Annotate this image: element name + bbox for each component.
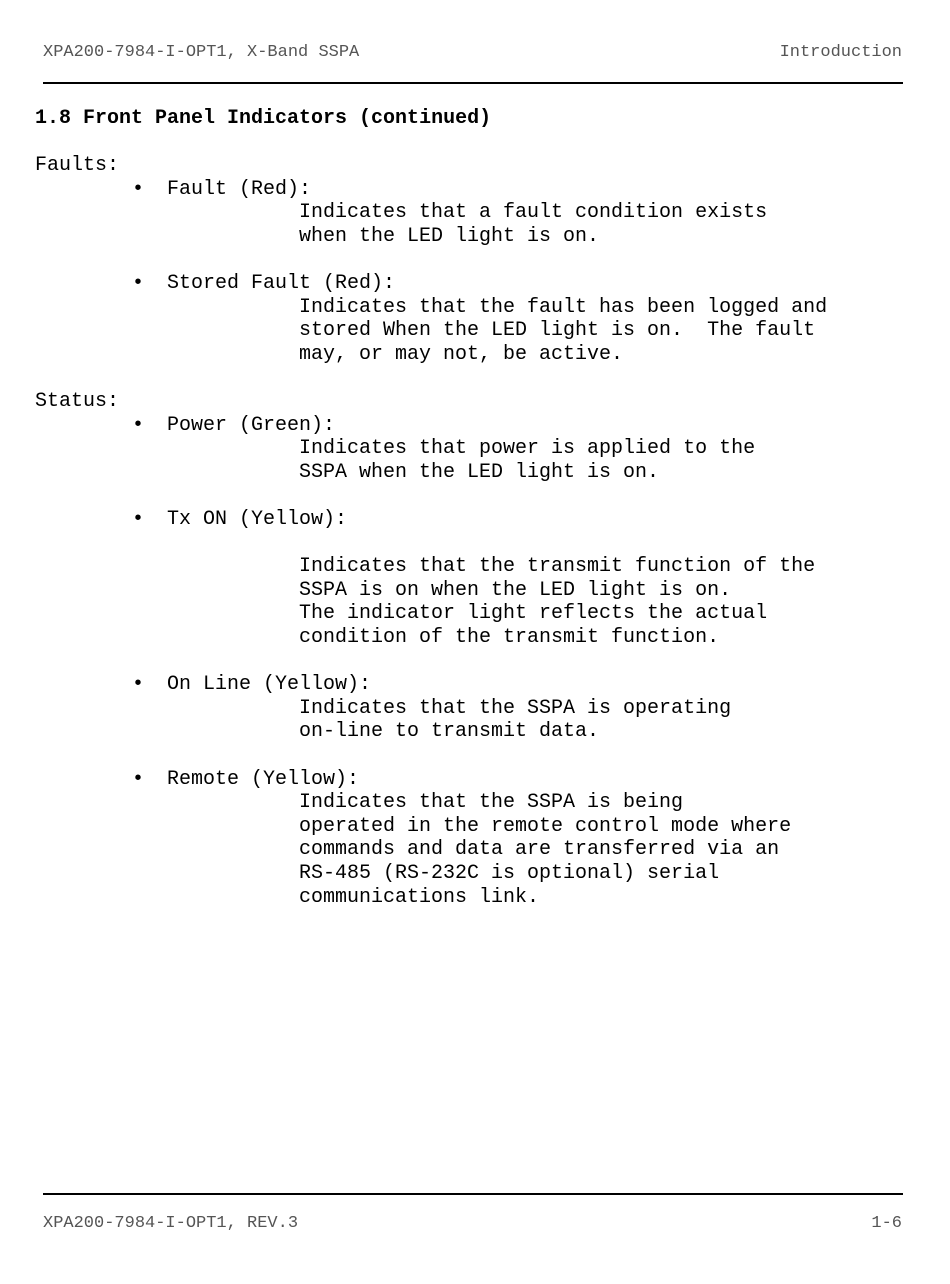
section-heading: 1.8 Front Panel Indicators (continued) [35,107,492,130]
description-line: commands and data are transferred via an [299,838,780,862]
description-line: Indicates that the SSPA is being [299,791,684,815]
description-line: when the LED light is on. [299,224,600,248]
description-line: Indicates that the transmit function of the [299,555,816,579]
bullet-icon: • [132,272,145,296]
list-item-tx-on [35,508,915,532]
faults-label: Faults: [35,154,120,178]
footer-divider [43,1193,903,1195]
bullet-icon: • [132,673,145,697]
bullet-icon: • [132,413,145,437]
indicator-name: Remote (Yellow): [167,767,360,791]
description-line: Indicates that the fault has been logged and [299,295,828,319]
description-line: SSPA is on when the LED light is on. [299,578,732,602]
description-line: stored When the LED light is on. The fault [299,319,816,343]
bullet-icon: • [132,508,145,532]
description-line: RS-485 (RS-232C is optional) serial [299,862,720,885]
header-divider [43,82,903,84]
list-item-power [35,414,915,438]
list-item-remote [35,768,915,792]
description-line: condition of the transmit function. [299,626,720,650]
indicator-name: Tx ON (Yellow): [167,508,348,532]
list-item-fault [35,178,915,202]
bullet-icon: • [132,767,145,791]
bullet-icon: • [132,177,145,201]
description-line: operated in the remote control mode where [299,814,792,838]
description-line: Indicates that a fault condition exists [299,201,768,225]
header-section: Introduction [779,43,902,62]
description-line: on-line to transmit data. [299,720,600,744]
description-line: The indicator light reflects the actual [299,602,768,626]
indicator-name: Power (Green): [167,413,336,437]
indicator-name: Stored Fault (Red): [167,272,396,296]
description-line: communications link. [299,885,540,909]
page-number: 1-6 [871,1214,902,1233]
description-line: may, or may not, be active. [299,342,624,366]
footer-doc-rev: XPA200-7984-I-OPT1, REV.3 [43,1214,299,1233]
description-line: SSPA when the LED light is on. [299,460,660,484]
indicator-name: On Line (Yellow): [167,673,372,697]
description-line: Indicates that power is applied to the [299,437,756,461]
indicator-name: Fault (Red): [167,177,312,201]
page-body [35,107,915,909]
list-item-on-line [35,673,915,697]
status-label: Status: [35,390,120,414]
header-doc-title: XPA200-7984-I-OPT1, X-Band SSPA [43,43,360,62]
list-item-stored-fault [35,272,915,296]
description-line: Indicates that the SSPA is operating [299,696,732,720]
